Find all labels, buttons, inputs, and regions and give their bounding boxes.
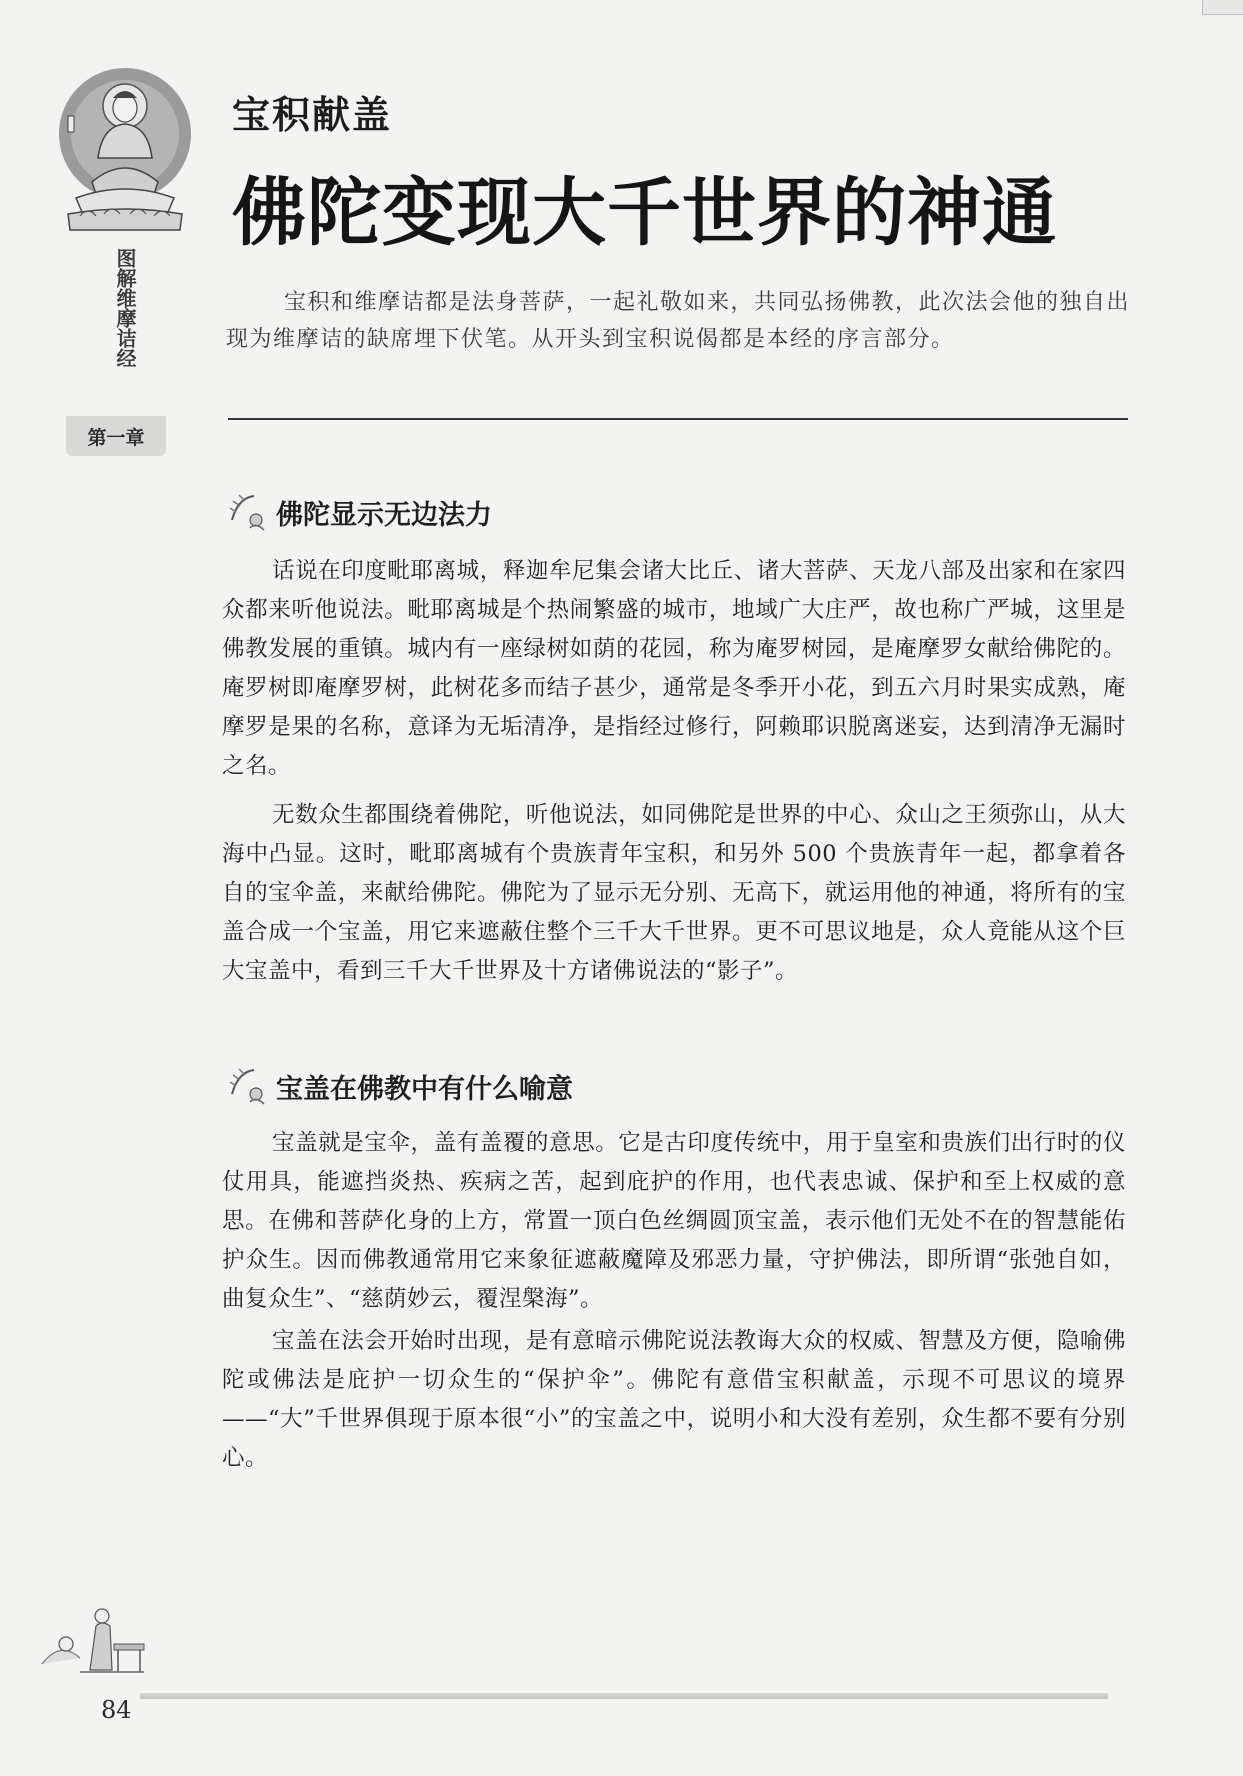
intro-paragraph: 宝积和维摩诘都是法身菩萨，一起礼敬如来，共同弘扬佛教，此次法会他的独自出现为维摩诘的缺席埋下伏笔。从开头到宝积说偈都是本经的序言部分。 xyxy=(226,290,1131,352)
body-paragraph: 宝盖就是宝伞，盖有盖覆的意思。它是古印度传统中，用于皇室和贵族们出行时的仪仗用具，能遮挡炎热、疾病之苦，起到庇护的作用，也代表忠诚、保护和至上权威的意思。在佛和菩萨化身的上方，常置一顶白色丝绸圆顶宝盖，表示他们无处不在的智慧能佑护众生。因而佛教通常用它来象征遮蔽魔障及邪恶力量，守护佛法，即所谓“张弛自如，曲复众生”、“慈荫妙云，覆涅槃海”。 xyxy=(222,1130,1126,1312)
body-paragraph: 无数众生都围绕着佛陀，听他说法，如同佛陀是世界的中心、众山之王须弥山，从大海中凸显。这时，毗耶离城有个贵族青年宝积，和另外 500 个贵族青年一起，都拿着各自的宝伞盖，来献给佛陀。佛陀为了显示无分别、无高下，就运用他的神通，将所有的宝盖合成一个宝盖，用它来遮蔽住整个三千大千世界。更不可思议地是，众人竟能从这个巨大宝盖中，看到三千大千世界及十方诸佛说法的“影子”。 xyxy=(222,802,1126,984)
chapter-tab: 第一章 xyxy=(66,416,166,456)
page-number: 84 xyxy=(101,1696,132,1724)
brush-painting-icon xyxy=(226,490,270,534)
section-heading-label: 佛陀显示无边法力 xyxy=(276,499,492,531)
divider xyxy=(228,418,1128,420)
section-kicker: 宝积献盖 xyxy=(232,92,393,137)
section-heading xyxy=(226,490,492,534)
corner-mark xyxy=(1202,0,1243,15)
section-heading-label: 宝盖在佛教中有什么喻意 xyxy=(276,1073,573,1105)
brush-painting-icon xyxy=(226,1064,270,1108)
section-heading xyxy=(226,1064,573,1108)
footer-rule xyxy=(140,1693,1108,1699)
body-paragraph: 宝盖在法会开始时出现，是有意暗示佛陀说法教诲大众的权威、智慧及方便，隐喻佛陀或佛法是庇护一切众生的“保护伞”。佛陀有意借宝积献盖，示现不可思议的境界——“大”千世界俱现于原本很“小”的宝盖之中，说明小和大没有差别，众生都不要有分别心。 xyxy=(222,1328,1126,1471)
book-title-vertical: 图解维摩诘经 xyxy=(113,248,137,368)
body-paragraph: 话说在印度毗耶离城，释迦牟尼集会诸大比丘、诸大菩萨、天龙八部及出家和在家四众都来听他说法。毗耶离城是个热闹繁盛的城市，地域广大庄严，故也称广严城，这里是佛教发展的重镇。城内有一座绿树如荫的花园，称为庵罗树园，是庵摩罗女献给佛陀的。庵罗树即庵摩罗树，此树花多而结子甚少，通常是冬季开小花，到五六月时果实成熟，庵摩罗是果的名称，意译为无垢清净，是指经过修行，阿赖耶识脱离迷妄，达到清净无漏时之名。 xyxy=(222,558,1126,779)
buddha-icon xyxy=(46,62,204,240)
page-title: 佛陀变现大千世界的神通 xyxy=(232,170,1057,256)
scholars-illustration-icon xyxy=(40,1600,146,1680)
